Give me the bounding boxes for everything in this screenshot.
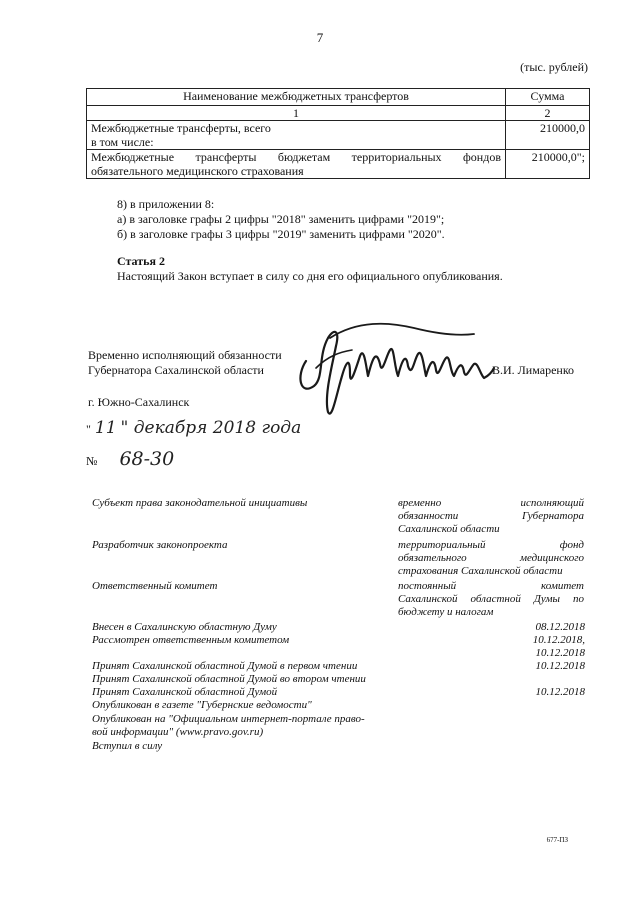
row-name-line: Межбюджетные трансферты, всего [91,121,271,135]
developer-value-line: обязательного медицинского [398,552,584,564]
table-cell-value: 210000,0"; [506,150,590,179]
footer-code: 677-ПЗ [546,836,568,844]
amendment-intro: 8) в приложении 8: [117,197,215,211]
developer-label: Разработчик законопроекта [92,539,228,551]
law-number: 68-30 [119,448,175,470]
city: г. Южно-Сахалинск [88,395,190,409]
table-row [87,150,590,179]
article-title: Статья 2 [117,254,165,268]
amendment-a: а) в заголовке графы 2 цифры "2018" заменить цифрами "2019"; [117,212,445,226]
event-date: 08.12.2018 [535,621,585,633]
event-label: Принят Сахалинской областной Думой в первом чтении [92,660,358,672]
table-header-sum: Сумма [506,89,590,106]
event-label: Опубликован в газете "Губернские ведомости" [92,699,312,711]
row-name-line: обязательного медицинского страхования [91,164,304,178]
published-internet-line1: Опубликован на "Официальном интернет-портале право- [92,713,365,725]
developer-value-line: территориальный фонд [398,539,584,551]
table-header-row [87,89,590,106]
handwritten-signature [288,316,498,426]
unit-label: (тыс. рублей) [520,60,588,74]
table-col-number: 2 [506,106,590,121]
date-month-year: " декабря 2018 года [120,418,302,438]
signatory-position-line1: Временно исполняющий обязанности [88,348,282,362]
table-number-row [87,106,590,121]
table-col-number: 1 [87,106,506,121]
number-sign: № [86,454,98,468]
published-internet-line2: вой информации" (www.pravo.gov.ru) [92,726,264,738]
date-day: 11 [94,418,117,438]
table-header-name: Наименование межбюджетных трансфертов [87,89,506,106]
subject-label: Субъект права законодательной инициативы [92,497,308,509]
subject-value-line: временно исполняющий [398,497,584,509]
row-name-line: Межбюджетные трансферты бюджетам территориальных фондов [91,150,501,164]
row-name-line: в том числе: [91,135,154,149]
amendment-b: б) в заголовке графы 3 цифры "2019" заменить цифрами "2020". [117,227,445,241]
event-label: Рассмотрен ответственным комитетом [92,634,290,646]
subject-value-line: Сахалинской области [398,523,500,535]
date-quote: " [86,422,91,436]
subject-value-line: обязанности Губернатора [398,510,584,522]
signatory-name: В.И. Лимаренко [492,363,575,377]
committee-label: Ответственный комитет [92,580,218,592]
committee-value-line: Сахалинской областной Думы по [398,593,584,605]
event-date: 10.12.2018 [535,660,585,672]
event-date: 10.12.2018, [532,634,585,646]
table-cell-name [87,150,506,179]
event-date: 10.12.2018 [535,686,585,698]
table-cell-value: 210000,0 [506,121,590,150]
transfers-table [86,88,590,179]
event-label: Принят Сахалинской областной Думой [92,686,278,698]
committee-value-line: постоянный комитет [398,580,584,592]
developer-value-line: страхования Сахалинской области [398,565,563,577]
event-label: Принят Сахалинской областной Думой во втором чтении [92,673,366,685]
date-line [86,418,301,438]
event-date: 10.12.2018 [535,647,585,659]
signatory-position-line2: Губернатора Сахалинской области [88,363,264,377]
entered-force-label: Вступил в силу [92,740,163,752]
article-text: Настоящий Закон вступает в силу со дня его официального опубликования. [117,269,503,283]
table-cell-name [87,121,506,150]
page-number: 7 [316,30,324,45]
event-label: Внесен в Сахалинскую областную Думу [92,621,277,633]
table-row [87,121,590,150]
law-number-line [86,448,174,470]
committee-value-line: бюджету и налогам [398,606,494,618]
